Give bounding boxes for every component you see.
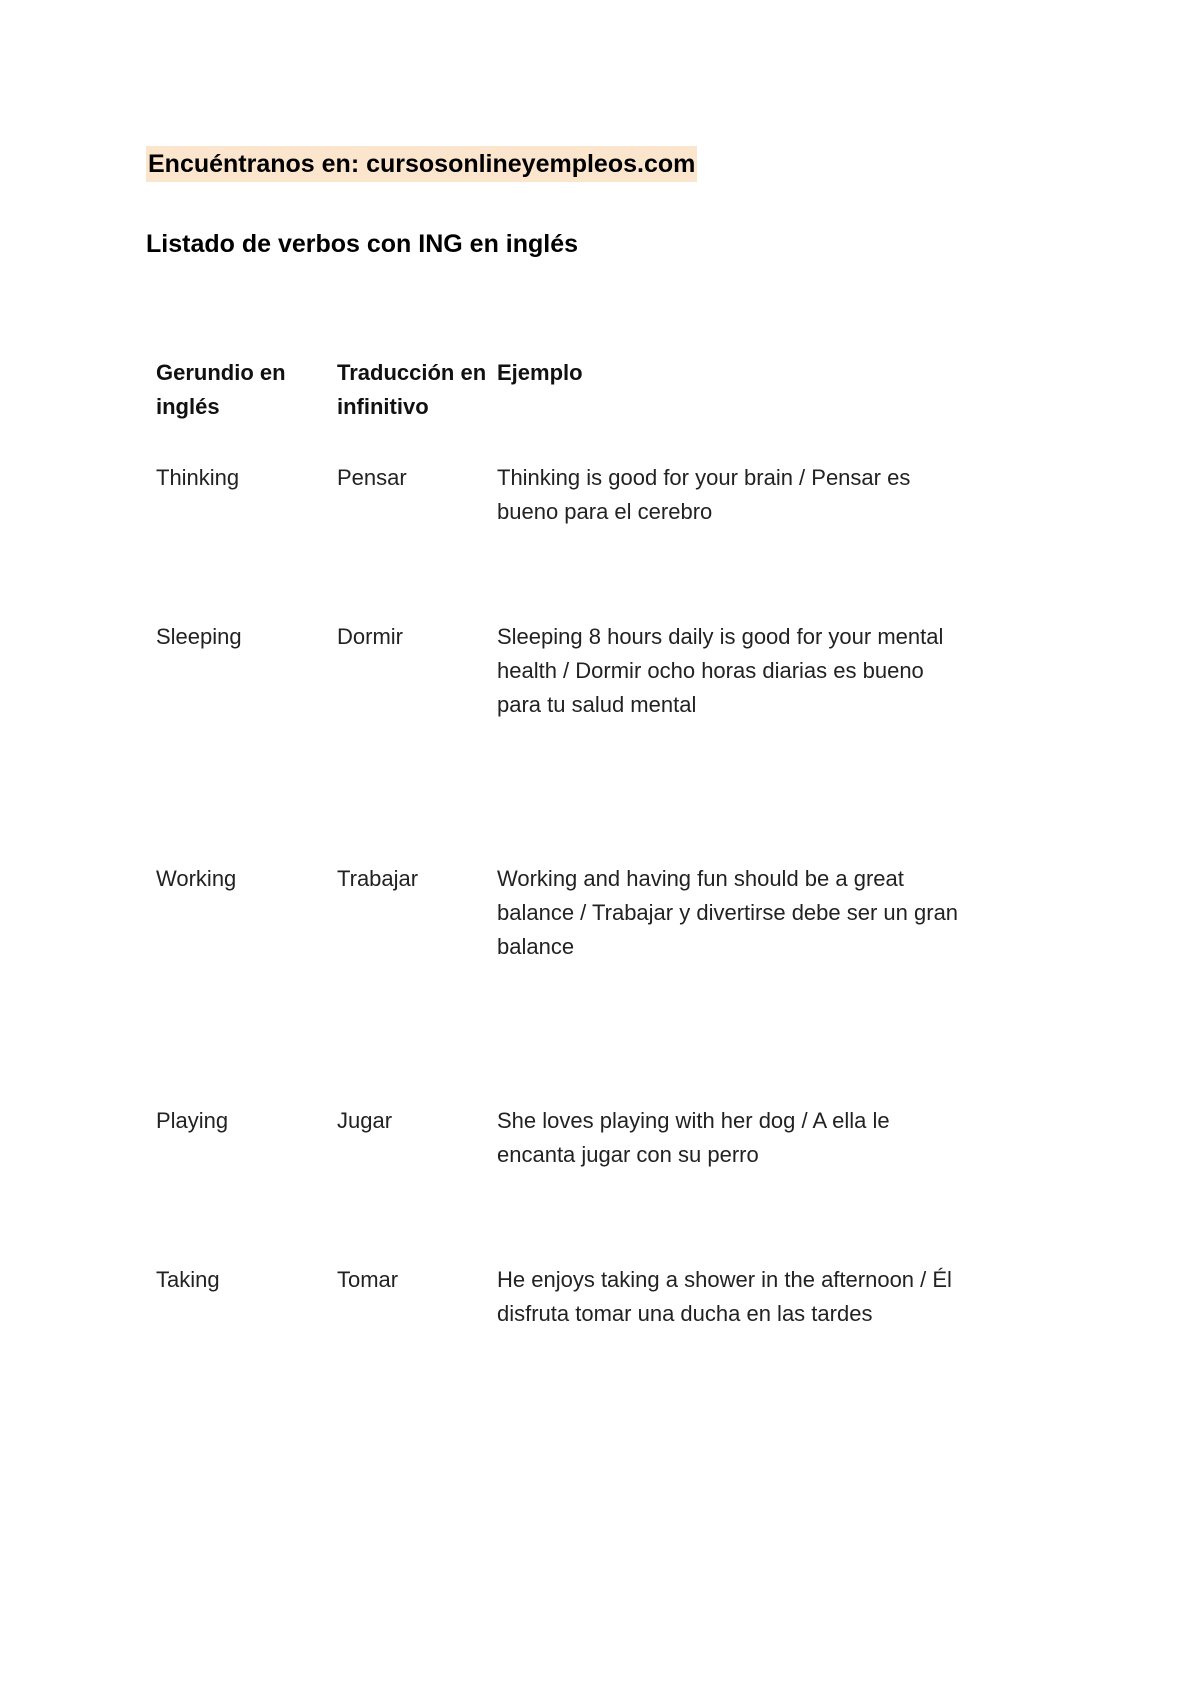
header-translation: Traducción en infinitivo [337, 360, 487, 419]
example-cell: Sleeping 8 hours daily is good for your mental health / Dormir ocho horas diarias es bueno para tu salud mental [497, 624, 944, 717]
example-cell: Thinking is good for your brain / Pensar es bueno para el cerebro [497, 465, 911, 524]
translation-cell: Trabajar [337, 866, 419, 891]
example-cell: Working and having fun should be a great balance / Trabajar y divertirse debe ser un gran balance [497, 866, 959, 959]
example-cell: He enjoys taking a shower in the afternoon / Él disfruta tomar una ducha en las tardes [497, 1267, 952, 1326]
gerund-cell: Playing [156, 1108, 229, 1133]
header-gerund: Gerundio en inglés [156, 360, 286, 419]
translation-cell: Pensar [337, 465, 407, 490]
translation-cell: Dormir [337, 624, 403, 649]
translation-cell: Tomar [337, 1267, 399, 1292]
gerund-cell: Taking [156, 1267, 220, 1292]
page-title: Listado de verbos con ING en inglés [146, 230, 579, 258]
example-cell: She loves playing with her dog / A ella le encanta jugar con su perro [497, 1108, 890, 1167]
gerund-cell: Working [156, 866, 237, 891]
website-banner: Encuéntranos en: cursosonlineyempleos.com [146, 146, 697, 182]
gerund-cell: Thinking [156, 465, 240, 490]
translation-cell: Jugar [337, 1108, 393, 1133]
gerund-cell: Sleeping [156, 624, 242, 649]
header-example: Ejemplo [497, 360, 583, 385]
